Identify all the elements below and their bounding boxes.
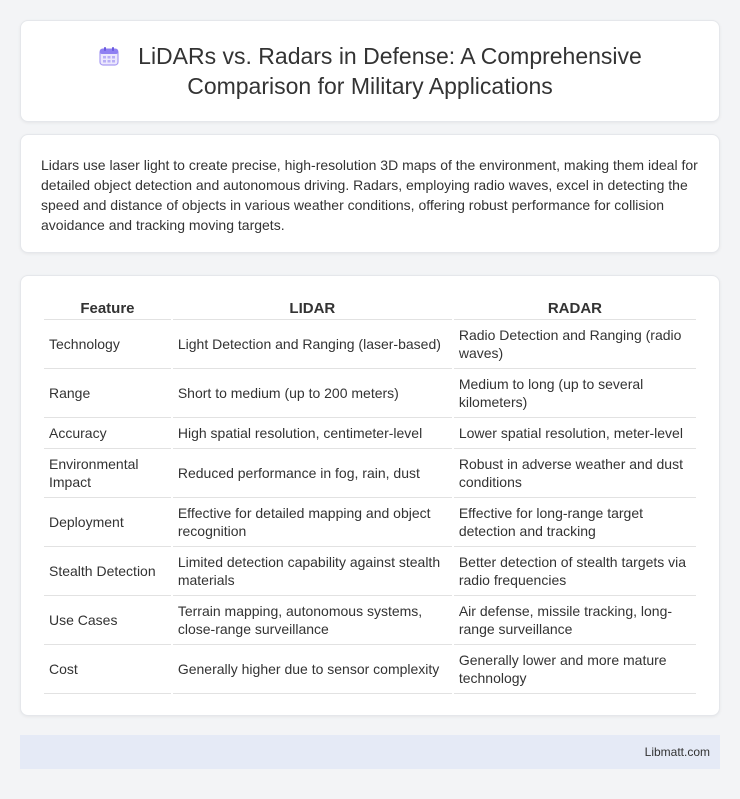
header-radar: RADAR [454, 294, 696, 320]
table-row [44, 449, 696, 498]
table-row [44, 418, 696, 449]
intro-card [20, 134, 720, 253]
feature-cell: Deployment [44, 498, 171, 547]
table-row [44, 320, 696, 369]
header-feature: Feature [44, 294, 171, 320]
table-header-row [44, 294, 696, 320]
radar-cell: Lower spatial resolution, meter-level [454, 418, 696, 449]
table-row [44, 369, 696, 418]
lidar-cell: High spatial resolution, centimeter-level [173, 418, 452, 449]
radar-cell: Medium to long (up to several kilometers) [454, 369, 696, 418]
radar-cell: Better detection of stealth targets via radio frequencies [454, 547, 696, 596]
radar-cell: Air defense, missile tracking, long-range surveillance [454, 596, 696, 645]
table-row [44, 596, 696, 645]
title-card [20, 20, 720, 122]
lidar-cell: Terrain mapping, autonomous systems, close-range surveillance [173, 596, 452, 645]
footer-bar [20, 735, 720, 769]
lidar-cell: Limited detection capability against stealth materials [173, 547, 452, 596]
radar-cell: Effective for long-range target detection and tracking [454, 498, 696, 547]
table-row [44, 645, 696, 694]
lidar-cell: Effective for detailed mapping and object recognition [173, 498, 452, 547]
footer-brand-link[interactable]: Libmatt.com [644, 745, 710, 759]
comparison-card [20, 275, 720, 716]
lidar-cell: Generally higher due to sensor complexity [173, 645, 452, 694]
page-title-wrap [61, 41, 679, 101]
table-row [44, 498, 696, 547]
feature-cell: Range [44, 369, 171, 418]
header-lidar: LIDAR [173, 294, 452, 320]
feature-cell: Technology [44, 320, 171, 369]
page-title: LiDARs vs. Radars in Defense: A Comprehensive Comparison for Military Applications [138, 43, 642, 99]
radar-cell: Generally lower and more mature technology [454, 645, 696, 694]
lidar-cell: Short to medium (up to 200 meters) [173, 369, 452, 418]
calendar-icon [98, 44, 120, 66]
feature-cell: Use Cases [44, 596, 171, 645]
table-row [44, 547, 696, 596]
feature-cell: Cost [44, 645, 171, 694]
lidar-cell: Light Detection and Ranging (laser-based) [173, 320, 452, 369]
intro-text: Lidars use laser light to create precise, high-resolution 3D maps of the environment, making them ideal for detailed object detection and autonomous driving. Radars, employing radio waves, excel in detecting the speed and distance of objects in various weather conditions, offering robust performance for collision avoidance and tracking moving targets. [41, 157, 698, 233]
feature-cell: Environmental Impact [44, 449, 171, 498]
radar-cell: Radio Detection and Ranging (radio waves) [454, 320, 696, 369]
lidar-cell: Reduced performance in fog, rain, dust [173, 449, 452, 498]
feature-cell: Accuracy [44, 418, 171, 449]
feature-cell: Stealth Detection [44, 547, 171, 596]
comparison-table [42, 294, 698, 694]
radar-cell: Robust in adverse weather and dust conditions [454, 449, 696, 498]
